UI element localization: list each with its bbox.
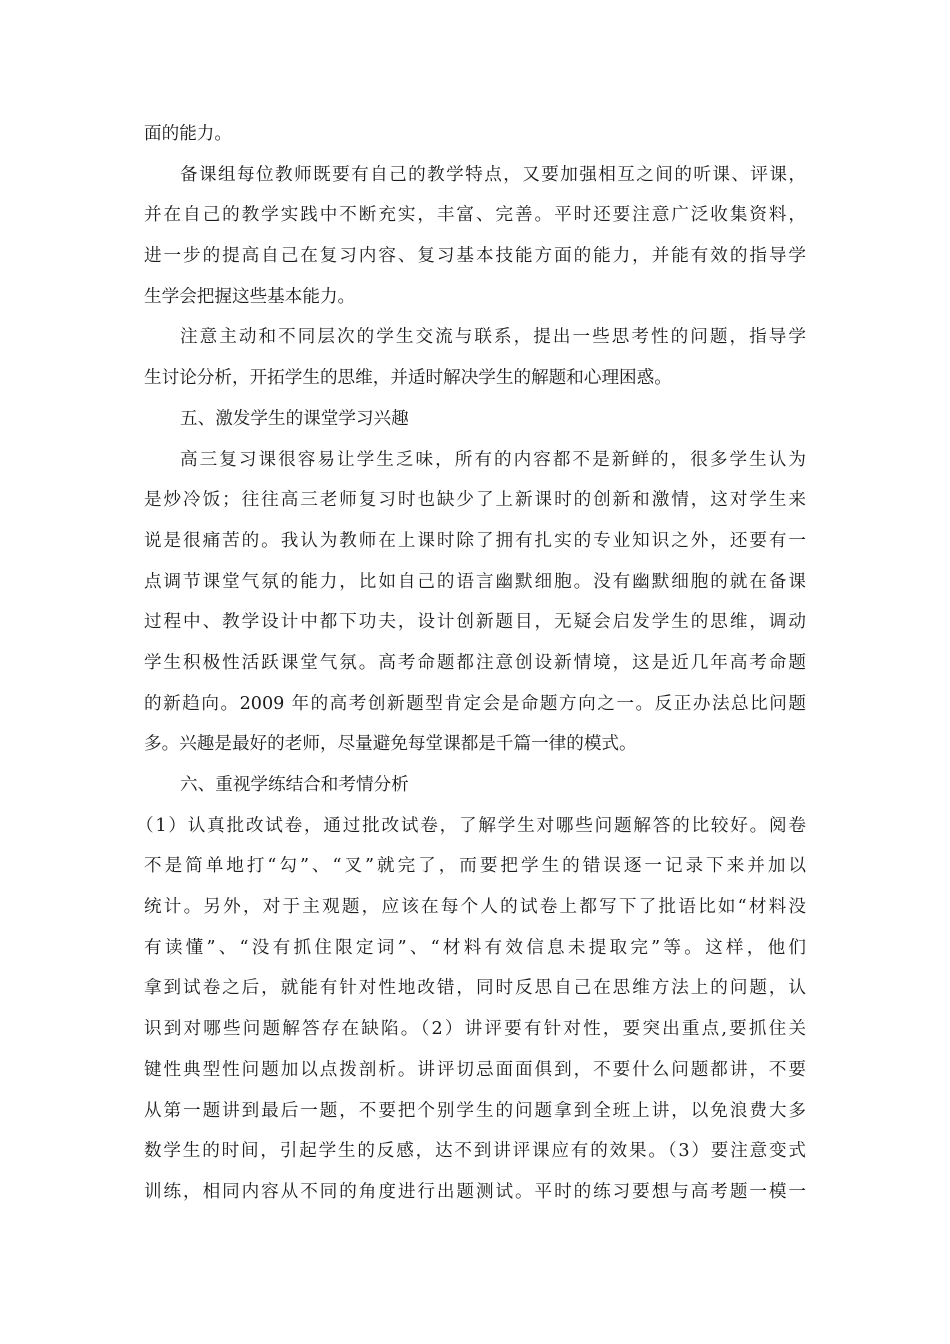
paragraph-line: （1）认真批改试卷，通过批改试卷，了解学生对哪些问题解答的比较好。阅卷 bbox=[136, 815, 806, 836]
paragraph-line: 生学会把握这些基本能力。 bbox=[144, 286, 356, 307]
paragraph-line: 键性典型性问题加以点拨剖析。讲评切忌面面俱到，不要什么问题都讲，不要 bbox=[144, 1059, 806, 1080]
paragraph-line: 不是简单地打“勾”、“叉”就完了，而要把学生的错误逐一记录下来并加以 bbox=[144, 856, 806, 877]
paragraph-line: 的新趋向。2009 年的高考创新题型肯定会是命题方向之一。反正办法总比问题 bbox=[144, 693, 806, 714]
paragraph-line: 从第一题讲到最后一题，不要把个别学生的问题拿到全班上讲，以免浪费大多 bbox=[144, 1100, 806, 1121]
paragraph-line: 多。兴趣是最好的老师，尽量避免每堂课都是千篇一律的模式。 bbox=[144, 734, 637, 755]
paragraph-line: 数学生的时间，引起学生的反感，达不到讲评课应有的效果。（3）要注意变式 bbox=[144, 1141, 806, 1162]
paragraph-line: 注意主动和不同层次的学生交流与联系，提出一些思考性的问题，指导学 bbox=[180, 327, 806, 348]
paragraph-line: 拿到试卷之后，就能有针对性地改错，同时反思自己在思维方法上的问题，认 bbox=[144, 978, 806, 999]
paragraph-line: 训练，相同内容从不同的角度进行出题测试。平时的练习要想与高考题一模一 bbox=[144, 1181, 806, 1202]
paragraph-line: 过程中、教学设计中都下功夫，设计创新题目，无疑会启发学生的思维，调动 bbox=[144, 612, 806, 633]
paragraph-line: 统计。另外，对于主观题，应该在每个人的试卷上都写下了批语比如“材料没 bbox=[144, 897, 806, 918]
paragraph-line: 生讨论分析，开拓学生的思维，并适时解决学生的解题和心理困惑。 bbox=[144, 368, 672, 389]
paragraph-line: 并在自己的教学实践中不断充实，丰富、完善。平时还要注意广泛收集资料， bbox=[144, 205, 806, 226]
paragraph-line: 点调节课堂气氛的能力，比如自己的语言幽默细胞。没有幽默细胞的就在备课 bbox=[144, 571, 806, 592]
paragraph-line: 学生积极性活跃课堂气氛。高考命题都注意创设新情境，这是近几年高考命题 bbox=[144, 652, 806, 673]
paragraph-line: 高三复习课很容易让学生乏味，所有的内容都不是新鲜的，很多学生认为 bbox=[180, 449, 806, 470]
document-body bbox=[136, 114, 806, 1213]
paragraph-line: 识到对哪些问题解答存在缺陷。（2）讲评要有针对性，要突出重点,要抓住关 bbox=[144, 1019, 806, 1040]
paragraph-line: 是炒冷饭；往往高三老师复习时也缺少了上新课时的创新和激情，这对学生来 bbox=[144, 490, 806, 511]
paragraph-line: 说是很痛苦的。我认为教师在上课时除了拥有扎实的专业知识之外，还要有一 bbox=[144, 530, 806, 551]
section-heading: 六、重视学练结合和考情分析 bbox=[180, 775, 409, 795]
paragraph-line: 有读懂”、“没有抓住限定词”、“材料有效信息未提取完”等。这样，他们 bbox=[144, 937, 806, 958]
paragraph-line: 备课组每位教师既要有自己的教学特点，又要加强相互之间的听课、评课， bbox=[180, 164, 806, 185]
paragraph-line: 面的能力。 bbox=[144, 124, 232, 144]
section-heading: 五、激发学生的课堂学习兴趣 bbox=[180, 408, 409, 429]
paragraph-line: 进一步的提高自己在复习内容、复习基本技能方面的能力，并能有效的指导学 bbox=[144, 246, 806, 267]
